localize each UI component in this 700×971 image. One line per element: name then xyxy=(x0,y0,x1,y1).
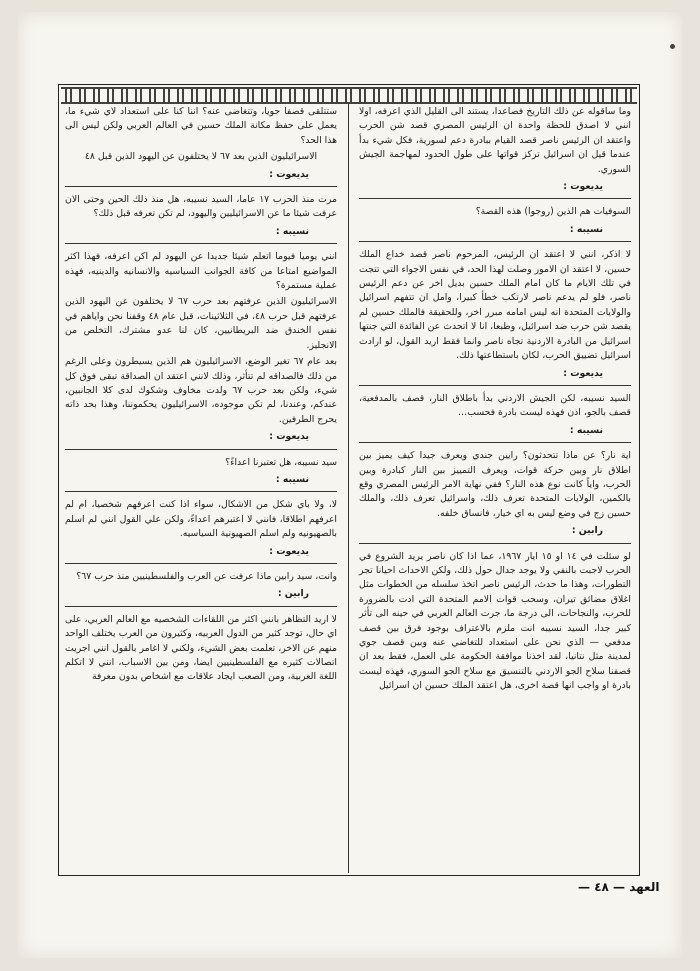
paragraph: لو سئلت في ١٤ او ١٥ ايار ١٩٦٧، عما اذا كان ناصر يريد الشروع في الحرب لاجبت بالنفي ولا يوجد جدال حول ذلك، ولكن الاحداث احيانا تجر التطورات، وهذا ما حدث، الرئيس ناصر اتخذ سلسله من الخطوات مثل اغلاق مضائق تيران، وسحب قوات الامم المتحدة التي ادت بالضرورة للحرب، والنجاحات، الى درجة ما، جرت العالم العربي في حينه الى تأثر كبير جدا، السيد نسيبه انت ملزم بالاعتراف بوجود فرق بين قصف مدفعي — الذي نحن على استعداد للتغاضي عنه وبين قصف جوي لمدينة مثل نتانيا، لقد اخذنا موافقة الحكومة على العمل، فقط بعد ان قصفنا سلاح الجو الاردني بالتنسيق مع سلاح الجو السوري، فهذه ليست بادرة او واجب انها قصة اخرى، هل اعتقد الملك حسين ان اسرائيل xyxy=(359,550,632,692)
left-column xyxy=(65,105,337,687)
section-rule xyxy=(65,243,337,244)
section-rule xyxy=(65,606,337,607)
speaker-label: نسيبه : xyxy=(569,424,603,436)
subheading: الاسرائيليون الذين بعد ٦٧ لا يختلفون عن اليهود الذين قبل ٤٨ xyxy=(84,151,318,163)
paragraph: اية نار؟ عن ماذا تتحدثون؟ رايين جندي ويعرف جيدا كيف يميز بين اطلاق نار وبين حركة قوات، ويعرف التمييز بين النار كبادرة وبين الحرب، واياً كانت نوع هذه النار؟ ففي نهاية الامر الرئيس المصري وقع بالكمين، الولايات المتحدة تعرف ذلك، واسرائيل تعرف ذلك، والملك حسين زج في وضع ليس به اي خيار، فانساق خلفه. xyxy=(359,450,631,519)
page-footer: العهد — ٤٨ — xyxy=(578,880,660,894)
paragraph: لا، ولا باي شكل من الاشكال، سواء اذا كنت اعرفهم شخصيا، ام لم اعرفهم اطلاقا، فانني لا اعتبرهم اعداءً، ولكن علي القول انني لم اسلم بالصهيونيه ولم اسلم الصهيونية السياسيه. xyxy=(65,499,337,540)
decorative-border xyxy=(61,87,637,104)
speaker-label: يديعوت : xyxy=(563,367,603,379)
section-rule xyxy=(65,449,337,450)
section-rule xyxy=(359,543,631,544)
section-rule xyxy=(359,241,631,242)
paragraph: لا اذكر، انني لا اعتقد ان الرئيس، المرحوم ناصر قصد خداع الملك حسين، لا اعتقد ان الامور وصلت لهذا الحد، في نفس الاجواء التي تتجت في تلك الايام ما كان امام الملك حسين بديل اخر عن دعم الرئيس ناصر، فلو لم يدعم ناصر لارتكب خطأ كبيرا، وامل ان تتفهم اسرائيل والولايات المتحدة انه ليس امامه مبرر اخر، وللحقيقة فالملك حسين لم يقصد شن حرب ضد اسرائيل، وطبعا، انا لا اتحدث عن الفائدة التي جنتها اسرائيل من البادرة الاردنية تجاه ناصر وانما فقط اريد القول، لو ارادت اسرائيل تضييق الحرب، لكان باستطاعتها ذلك. xyxy=(359,249,631,362)
paragraph: انني يوميا فيوما اتعلم شيئا جديدا عن اليهود لم اكن اعرفه، فهذا اكثر المواضيع امتاعا من كافة الجوانب السياسيه والانسانيه والدينيه، فهذه عملية مستمرة؟ xyxy=(65,251,337,292)
section-rule xyxy=(65,491,337,492)
paragraph: وما ساقوله عن ذلك التاريخ فصاعدا، يستند الى القليل الذي اعرفه، اولا انني لا اصدق للحظة واحدة ان الرئيس المصري قصد شن الحرب واعتقد ان الرئيس ناصر قصد القيام ببادرة دعم لسورية، فكل شيء بدأ عندما قيل ان اسرائيل تركز قواتها على طول الحدود لمهاجمة الجيش السوري. xyxy=(359,106,631,175)
speaker-label: نسيبه : xyxy=(275,225,309,237)
paragraph: الاسرائيليون الذين عرفتهم بعد حرب ٦٧ لا يختلفون عن اليهود الذين عرفتهم قبل حرب ٤٨، في الثلاثينات، قبل عام ٤٨ وقفنا نحن واياهم في نفس الخندق ضد البريطانيين، كان لنا عدو مشترك، التخلص من الانجليز. xyxy=(65,296,338,351)
speaker-label: يديعوت : xyxy=(563,181,603,193)
question: مرت منذ الحرب ١٧ عاما، السيد نسيبه، هل منذ ذلك الحين وحتى الان عرفت شيئا ما عن الاسرائيليين واليهود، لم تكن تعرفه قبل ذلك؟ xyxy=(65,194,337,220)
punch-hole xyxy=(670,44,675,49)
speaker-label: رابين : xyxy=(571,525,603,537)
paragraph: لا اريد التظاهر بانني اكثر من اللقاءات الشخصيه مع العالم العربي، على اي حال، توجد كثير من الدول العربيه، وكثيرون من العرب يختلف الواحد منهم عن الاخر، تعلمت بعض الشيء، ولكني لا اغامر بالقول انني اجريت اتصالات كثيره مع الفلسطينيين ايضا، ومن بين الاسباب، انني لا اتكلم اللغة العربية، ومن الصعب ايجاد علاقات مع اشخاص بدون معرفة xyxy=(65,613,337,683)
section-rule xyxy=(65,563,337,564)
section-rule xyxy=(359,442,631,443)
question: سيد نسيبه، هل تعتبرنا اعداءً؟ xyxy=(225,456,337,468)
section-rule xyxy=(359,198,631,199)
speaker-label: نسيبه : xyxy=(275,473,309,485)
question: السيد نسيبه، لكن الجيش الاردني بدأ باطلاق النار، قصف بالمدفعية، قصف بالجو، اذن فهذه ليست بادرة فحسب… xyxy=(359,392,631,419)
paragraph: بعد عام ٦٧ تغير الوضع، الاسرائيليون هم الذين يسيطرون وعلى الرغم من ذلك فالصداقه لم تتأثر، وذلك لانني اعتقد ان الصداقة تبقى فوق كل شيء، ولكن بعد حرب ٦٧ ولدت مخاوف وشكوك لدى كلا الجانبين، عندكم، وعندنا، لم تكن موجوده، الاسرائيليون يحكموننا، وهذا بحد ذاته يحرج الطرفين. xyxy=(65,356,337,425)
section-rule xyxy=(65,186,337,187)
speaker-label: رابين : xyxy=(277,588,309,600)
magazine-page xyxy=(18,12,682,958)
speaker-label: يديعوت : xyxy=(269,545,309,557)
speaker-label: يديعوت : xyxy=(269,431,309,443)
section-rule xyxy=(359,385,631,386)
question: وانت، سيد رابين ماذا عرفت عن العرب والفلسطينيين منذ حرب ٦٧؟ xyxy=(76,570,337,582)
question: السوفيات هم الذين (روجوا) هذه القصة؟ xyxy=(475,206,631,218)
right-column xyxy=(359,105,631,696)
speaker-label: نسيبه : xyxy=(569,223,603,235)
speaker-label: يديعوت : xyxy=(269,168,309,180)
column-divider xyxy=(348,103,349,873)
paragraph: ستتلقى قصفا جويا، وتتغاضى عنه؟ اننا كنا على استعداد لاي شيء ما، يعمل على حفظ مكانة الملك حسين في العالم العربي ولكن ليس الى هذا الحد؟ xyxy=(65,106,337,146)
article-frame xyxy=(58,84,640,876)
